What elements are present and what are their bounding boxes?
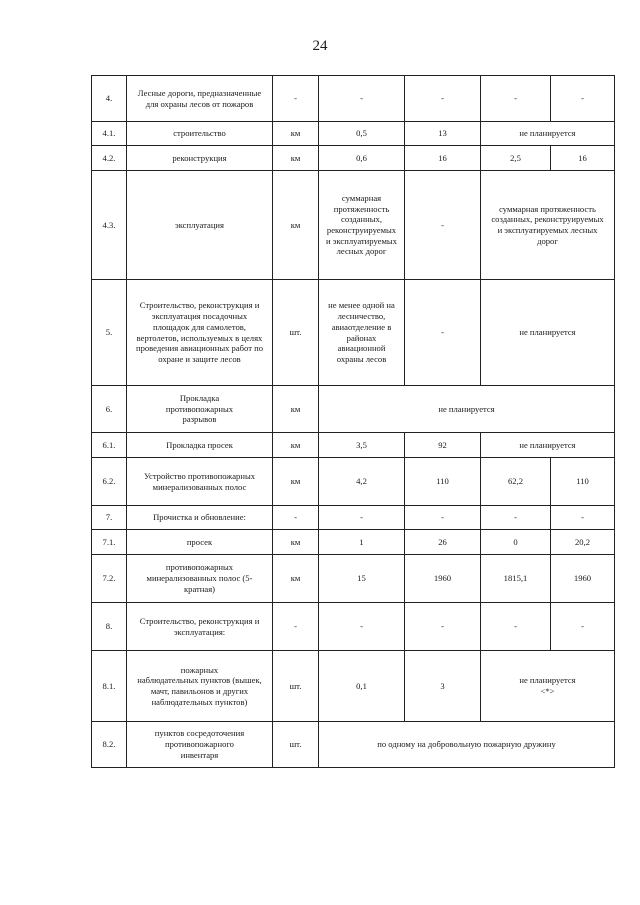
table-row (92, 555, 615, 603)
table-row (92, 386, 615, 433)
row-number: 4. (92, 76, 127, 122)
table-row (92, 122, 615, 146)
row-value-1: - (319, 76, 405, 122)
row-unit: - (273, 76, 319, 122)
row-value-1: 4,2 (319, 458, 405, 506)
row-unit: км (273, 386, 319, 433)
row-unit: шт. (273, 651, 319, 722)
row-value-1: - (319, 603, 405, 651)
row-value-4: 16 (551, 146, 615, 171)
fire-protection-measures-table (91, 75, 615, 768)
row-number: 4.1. (92, 122, 127, 146)
row-unit: шт. (273, 280, 319, 386)
row-unit: - (273, 603, 319, 651)
row-value-2: - (405, 603, 481, 651)
row-number: 8. (92, 603, 127, 651)
row-name: Строительство, реконструкция и эксплуатация: (127, 603, 273, 651)
row-value-2: - (405, 280, 481, 386)
row-name: Лесные дороги, предназначенные для охраны лесов от пожаров (127, 76, 273, 122)
row-value-merged: суммарная протяженность созданных, реконструируемых и эксплуатируемых лесных дорог (481, 171, 615, 280)
row-number: 5. (92, 280, 127, 386)
row-value-3: 1815,1 (481, 555, 551, 603)
row-value-3: 62,2 (481, 458, 551, 506)
row-value-1: 1 (319, 530, 405, 555)
row-value-2: 26 (405, 530, 481, 555)
row-number: 4.2. (92, 146, 127, 171)
table-row (92, 603, 615, 651)
row-number: 7.1. (92, 530, 127, 555)
row-unit: шт. (273, 722, 319, 768)
row-value-merged: не планируется (319, 386, 615, 433)
row-number: 6.2. (92, 458, 127, 506)
row-name: противопожарных минерализованных полос (5- кратная) (127, 555, 273, 603)
row-value-1: - (319, 506, 405, 530)
row-unit: км (273, 433, 319, 458)
row-name: Прочистка и обновление: (127, 506, 273, 530)
row-value-4: - (551, 603, 615, 651)
row-number: 8.1. (92, 651, 127, 722)
row-name: пожарных наблюдательных пунктов (вышек, мачт, павильонов и других наблюдательных пунктов) (127, 651, 273, 722)
row-name: просек (127, 530, 273, 555)
row-value-2: 1960 (405, 555, 481, 603)
row-value-2: 92 (405, 433, 481, 458)
row-value-4: - (551, 506, 615, 530)
row-number: 6.1. (92, 433, 127, 458)
row-value-1: 15 (319, 555, 405, 603)
table-row (92, 722, 615, 768)
row-name: Устройство противопожарных минерализованных полос (127, 458, 273, 506)
row-value-2: - (405, 506, 481, 530)
row-value-merged: не планируется (481, 433, 615, 458)
row-value-2: - (405, 76, 481, 122)
row-value-1: 3,5 (319, 433, 405, 458)
row-value-3: - (481, 76, 551, 122)
row-value-3: 2,5 (481, 146, 551, 171)
row-value-4: 110 (551, 458, 615, 506)
row-number: 7. (92, 506, 127, 530)
table-row (92, 433, 615, 458)
row-unit: - (273, 506, 319, 530)
row-number: 6. (92, 386, 127, 433)
row-value-2: 110 (405, 458, 481, 506)
row-number: 8.2. (92, 722, 127, 768)
row-value-4: 1960 (551, 555, 615, 603)
row-value-1: суммарная протяженность созданных, реконструируемых и эксплуатируемых лесных дорог (319, 171, 405, 280)
table-row (92, 171, 615, 280)
table-row (92, 76, 615, 122)
row-number: 7.2. (92, 555, 127, 603)
row-unit: км (273, 458, 319, 506)
row-name: Прокладка противопожарных разрывов (127, 386, 273, 433)
row-unit: км (273, 530, 319, 555)
row-number: 4.3. (92, 171, 127, 280)
row-name: Строительство, реконструкция и эксплуатация посадочных площадок для самолетов, вертолетов, используемых в целях проведения авиационных работ по охране и защите лесов (127, 280, 273, 386)
row-unit: км (273, 555, 319, 603)
row-value-4: 20,2 (551, 530, 615, 555)
row-value-2: 16 (405, 146, 481, 171)
row-value-merged: по одному на добровольную пожарную дружину (319, 722, 615, 768)
row-name: строительство (127, 122, 273, 146)
row-value-merged: не планируется (481, 122, 615, 146)
row-value-merged: не планируется <*> (481, 651, 615, 722)
row-value-4: - (551, 76, 615, 122)
row-value-1: 0,5 (319, 122, 405, 146)
row-name: пунктов сосредоточения противопожарного инвентаря (127, 722, 273, 768)
row-unit: км (273, 146, 319, 171)
row-value-merged: не планируется (481, 280, 615, 386)
row-unit: км (273, 122, 319, 146)
row-name: эксплуатация (127, 171, 273, 280)
row-name: Прокладка просек (127, 433, 273, 458)
row-value-2: 3 (405, 651, 481, 722)
row-value-1: 0,6 (319, 146, 405, 171)
row-value-3: - (481, 603, 551, 651)
row-value-1: не менее одной на лесничество, авиаотделение в районах авиационной охраны лесов (319, 280, 405, 386)
table-row (92, 458, 615, 506)
row-unit: км (273, 171, 319, 280)
row-value-2: 13 (405, 122, 481, 146)
table-row (92, 146, 615, 171)
row-value-1: 0,1 (319, 651, 405, 722)
table-row (92, 651, 615, 722)
table-row (92, 506, 615, 530)
table-row (92, 280, 615, 386)
page-number: 24 (312, 38, 328, 54)
table-row (92, 530, 615, 555)
row-value-3: 0 (481, 530, 551, 555)
row-name: реконструкция (127, 146, 273, 171)
row-value-3: - (481, 506, 551, 530)
row-value-2: - (405, 171, 481, 280)
